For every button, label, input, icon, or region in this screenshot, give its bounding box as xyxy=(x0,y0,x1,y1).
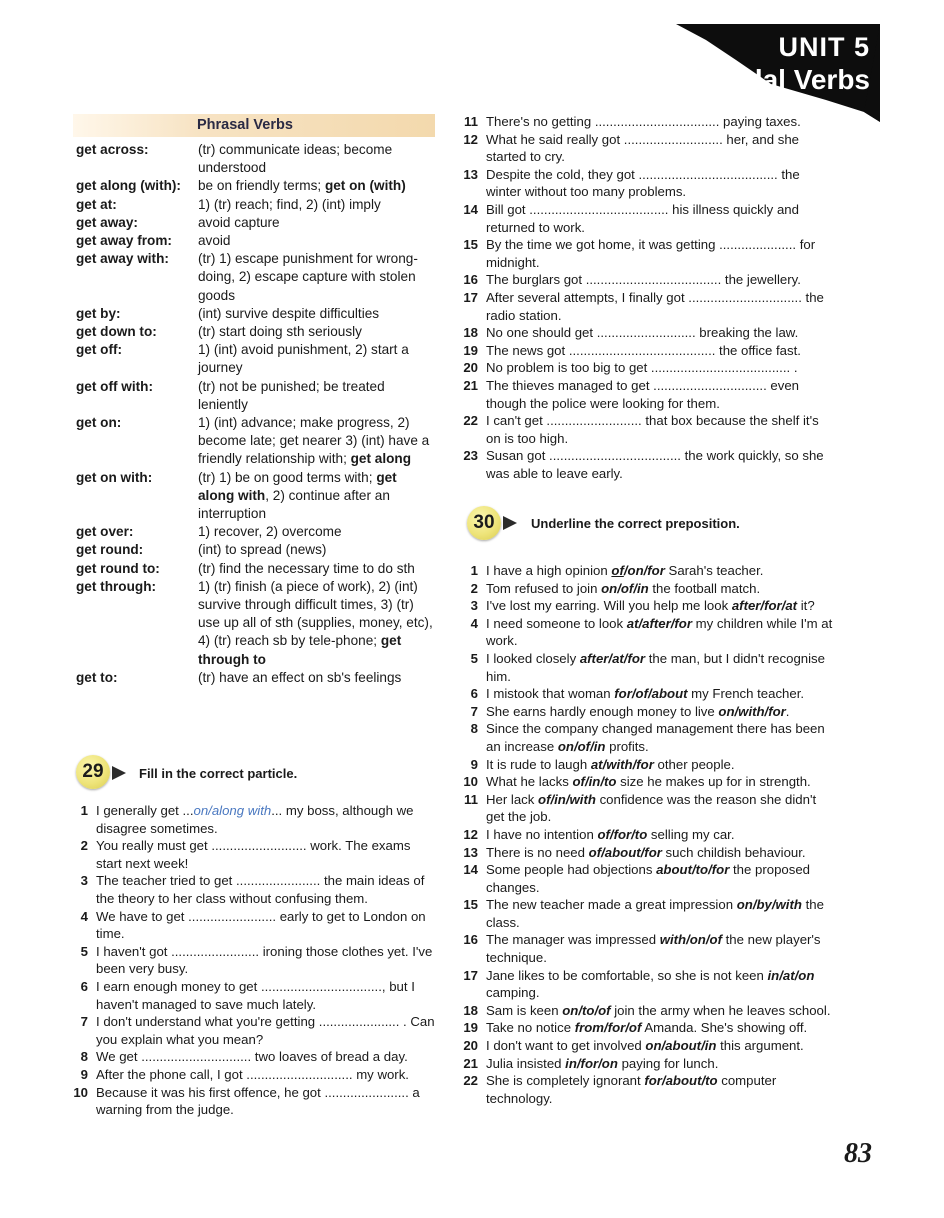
phrasal-verb-definition: 1) (int) advance; make progress, 2) become late; get nearer 3) (int) have a friendly relationship with; get along xyxy=(198,415,430,467)
item-number: 21 xyxy=(463,377,478,393)
exercise-item xyxy=(456,113,830,131)
exercise-item xyxy=(66,837,438,872)
preposition-options: at/with/for xyxy=(590,756,654,772)
page-number: 83 xyxy=(844,1138,872,1169)
preposition-options: of/in/to xyxy=(572,774,617,790)
phrasal-verb-term: get round: xyxy=(76,542,144,558)
phrasal-verb-entry xyxy=(76,560,436,578)
phrasal-verb-definition: (tr) find the necessary time to do sth xyxy=(198,560,415,576)
phrasal-verb-term: get round to: xyxy=(76,560,160,576)
item-number: 1 xyxy=(470,563,478,578)
phrasal-verb-definition: 1) (tr) finish (a piece of work), 2) (int) survive through difficult times, 3) (tr) use up all of sth (supplies, money, etc), 4) (tr) reach sb by tele-phone; get through to xyxy=(198,578,433,667)
preposition-options: after/for/at xyxy=(731,598,798,614)
item-text: The manager was impressed with/on/of the new player's technique. xyxy=(486,932,821,966)
phrasal-verb-synonym: get along with xyxy=(198,469,397,503)
phrasal-verb-term: get away: xyxy=(76,214,138,230)
exercise-item xyxy=(456,1019,836,1037)
phrasal-verb-definition: avoid xyxy=(198,233,231,249)
item-number: 6 xyxy=(470,686,478,702)
exercise-item xyxy=(456,236,830,271)
item-text: The new teacher made a great impression on/by/with the class. xyxy=(486,897,824,930)
preposition-options: on/of/in xyxy=(557,738,606,754)
item-number: 5 xyxy=(470,650,478,666)
preposition-options: of/about/for xyxy=(588,844,662,860)
exercise-item xyxy=(456,131,830,166)
phrasal-verb-entry xyxy=(76,232,436,250)
preposition-options: in/for/on xyxy=(565,1055,618,1071)
exercise-item xyxy=(456,1002,836,1020)
preposition-options: on/of/in xyxy=(601,580,649,596)
exercise-item xyxy=(456,289,830,324)
preposition-options: with/on/of xyxy=(659,932,722,948)
item-number: 2 xyxy=(470,580,478,596)
item-text: No one should get ........................... breaking the law. xyxy=(486,325,799,341)
unit-label: UNIT 5 xyxy=(778,32,870,62)
item-number: 16 xyxy=(463,932,478,948)
item-number: 13 xyxy=(463,166,478,182)
exercise-29-items-continued xyxy=(456,113,830,482)
item-text: I have a high opinion of/on/for Sarah's teacher. xyxy=(486,563,764,578)
phrasal-verb-term: get on with: xyxy=(76,469,153,485)
preposition-options: for/about/to xyxy=(644,1073,718,1089)
preposition-options: on/by/with xyxy=(736,897,802,913)
phrasal-verb-term: get at: xyxy=(76,196,117,212)
phrasal-verb-term: get by: xyxy=(76,305,121,321)
item-number: 3 xyxy=(470,598,478,614)
item-number: 8 xyxy=(80,1049,88,1065)
exercise-item xyxy=(456,1055,836,1073)
exercise-item xyxy=(456,342,830,360)
phrasal-verb-entry xyxy=(76,523,436,541)
phrasal-verb-definition: (int) survive despite difficulties xyxy=(198,305,380,321)
exercise-item xyxy=(456,377,830,412)
preposition-options: on/with/for xyxy=(718,703,786,719)
exercise-item xyxy=(456,844,836,862)
item-text: Sam is keen on/to/of join the army when he leaves school. xyxy=(486,1002,831,1018)
exercise-item xyxy=(456,615,836,650)
item-number: 20 xyxy=(463,360,478,376)
item-number: 19 xyxy=(463,342,478,358)
item-number: 18 xyxy=(463,1002,478,1018)
phrasal-verb-synonym: get on (with) xyxy=(324,178,406,194)
item-number: 3 xyxy=(80,873,88,889)
phrasal-verb-entry xyxy=(76,669,436,687)
exercise-item xyxy=(456,967,836,1002)
exercise-item xyxy=(456,412,830,447)
phrasal-verb-entry xyxy=(76,141,436,177)
phrasal-verb-entry xyxy=(76,250,436,305)
preposition-options: on/to/of xyxy=(562,1002,611,1018)
phrasal-verb-term: get to: xyxy=(76,669,118,685)
preposition-options: about/to/for xyxy=(656,862,730,878)
item-text: Her lack of/in/with confidence was the reason she didn't get the job. xyxy=(486,791,817,825)
item-number: 4 xyxy=(470,615,478,631)
preposition-options: on/about/in xyxy=(645,1038,717,1054)
phrasal-verb-entry xyxy=(76,414,436,469)
phrasal-verb-entry xyxy=(76,578,436,669)
exercise-29-arrow-icon xyxy=(112,766,126,780)
item-number: 18 xyxy=(463,325,478,341)
phrasal-verb-definition: 1) (int) avoid punishment, 2) start a journey xyxy=(198,342,409,376)
phrasal-verb-definition: (tr) have an effect on sb's feelings xyxy=(198,669,402,685)
phrasal-verb-entry xyxy=(76,341,436,377)
item-text: Take no notice from/for/of Amanda. She's showing off. xyxy=(486,1020,808,1036)
item-text: I need someone to look at/after/for my children while I'm at work. xyxy=(486,615,833,649)
exercise-item xyxy=(456,201,830,236)
item-text: Since the company changed management there has been an increase on/of/in profits. xyxy=(486,721,825,754)
exercise-item xyxy=(456,580,836,598)
item-number: 17 xyxy=(463,289,478,305)
item-number: 13 xyxy=(463,844,478,860)
item-text: There is no need of/about/for such childish behaviour. xyxy=(486,844,806,860)
item-text: Some people had objections about/to/for the proposed changes. xyxy=(486,862,810,895)
exercise-item xyxy=(456,562,836,580)
preposition-options: of/in/with xyxy=(538,791,596,807)
exercise-item xyxy=(66,1066,438,1084)
exercise-item xyxy=(66,908,438,943)
item-text: No problem is too big to get ...................................... . xyxy=(486,360,798,376)
phrasal-verb-entry xyxy=(76,469,436,524)
phrasal-verb-entry xyxy=(76,541,436,559)
item-number: 21 xyxy=(463,1055,478,1071)
item-text: What he lacks of/in/to size he makes up for in strength. xyxy=(486,774,811,790)
exercise-30-arrow-icon xyxy=(503,516,517,530)
item-text: She is completely ignorant for/about/to computer technology. xyxy=(486,1073,777,1106)
phrasal-verb-term: get off with: xyxy=(76,378,154,394)
item-number: 4 xyxy=(80,908,88,924)
item-number: 12 xyxy=(463,131,478,147)
exercise-item xyxy=(456,861,836,896)
exercise-item xyxy=(456,756,836,774)
unit-title: Modal Verbs xyxy=(705,64,870,95)
item-text: Julia insisted in/for/on paying for lunch. xyxy=(486,1055,719,1071)
preposition-options: at/after/for xyxy=(626,615,692,631)
exercise-29-instruction: Fill in the correct particle. xyxy=(139,766,298,781)
phrasal-verb-definition: 1) recover, 2) overcome xyxy=(198,524,342,540)
item-text: Because it was his first offence, he got ....................... a warning from the judge. xyxy=(96,1084,420,1118)
underlined-answer: of xyxy=(611,563,624,578)
exercise-item xyxy=(456,271,830,289)
preposition-options: of/on/for xyxy=(611,563,665,578)
item-text: I don't want to get involved on/about/in this argument. xyxy=(486,1038,804,1054)
phrasal-verb-entry xyxy=(76,214,436,232)
item-text: I've lost my earring. Will you help me look after/for/at it? xyxy=(486,598,815,614)
phrasal-verb-term: get along (with): xyxy=(76,178,181,194)
phrasal-verb-definition: (tr) 1) escape punishment for wrong-doing, 2) escape capture with stolen goods xyxy=(198,251,418,303)
phrasal-verb-synonym: get through to xyxy=(198,633,402,667)
item-text: Despite the cold, they got ...................................... the winter without too many problems. xyxy=(486,166,800,200)
preposition-options: for/of/about xyxy=(614,686,688,702)
item-text: Jane likes to be comfortable, so she is not keen in/at/on camping. xyxy=(486,967,815,1001)
item-number: 9 xyxy=(470,756,478,772)
exercise-item xyxy=(66,872,438,907)
exercise-item xyxy=(456,896,836,931)
exercise-item xyxy=(456,826,836,844)
phrasal-verb-entry xyxy=(76,177,436,195)
item-text: After the phone call, I got ............................. my work. xyxy=(96,1066,409,1082)
phrasal-verbs-list xyxy=(76,141,436,687)
exercise-item xyxy=(66,943,438,978)
item-text: Bill got ...................................... his illness quickly and returned to work. xyxy=(486,201,799,235)
item-text: The burglars got ..................................... the jewellery. xyxy=(486,272,801,288)
preposition-options: from/for/of xyxy=(574,1020,642,1036)
item-number: 2 xyxy=(80,838,88,854)
item-text: We get .............................. two loaves of bread a day. xyxy=(96,1049,408,1065)
item-number: 11 xyxy=(464,791,478,807)
exercise-item xyxy=(66,802,438,837)
item-number: 11 xyxy=(464,114,478,129)
preposition-options: of/for/to xyxy=(597,826,648,842)
phrasal-verb-definition: (tr) communicate ideas; become understood xyxy=(198,142,393,176)
item-text: I looked closely after/at/for the man, but I didn't recognise him. xyxy=(486,650,825,684)
phrasal-verb-term: get away from: xyxy=(76,233,172,249)
item-text: I haven't got ........................ ironing those clothes yet. I've been very busy. xyxy=(96,943,433,977)
phrasal-verb-entry xyxy=(76,323,436,341)
item-text: I don't understand what you're getting ...................... . Can you explain what you mean? xyxy=(96,1014,435,1047)
exercise-29-badge: 29 xyxy=(76,755,110,789)
item-text: You really must get .......................... work. The exams start next week! xyxy=(96,838,411,871)
item-text: The teacher tried to get ....................... the main ideas of the theory to her class without confusing them. xyxy=(96,873,425,906)
exercise-30-badge: 30 xyxy=(467,506,501,540)
exercise-item xyxy=(456,359,830,377)
item-text: We have to get ........................ early to get to London on time. xyxy=(96,908,426,942)
item-number: 16 xyxy=(463,272,478,288)
phrasal-verb-entry xyxy=(76,305,436,323)
item-text: After several attempts, I finally got ............................... the radio station. xyxy=(486,289,824,323)
exercise-item xyxy=(66,1048,438,1066)
item-number: 8 xyxy=(470,721,478,737)
exercise-item xyxy=(456,447,830,482)
item-number: 20 xyxy=(463,1038,478,1054)
phrasal-verb-term: get through: xyxy=(76,578,157,594)
preposition-options: after/at/for xyxy=(579,650,646,666)
item-text: The news got ........................................ the office fast. xyxy=(486,342,801,358)
phrasal-verb-definition: (tr) not be punished; be treated leniently xyxy=(198,378,385,412)
exercise-item xyxy=(66,978,438,1013)
item-text: I earn enough money to get ................................., but I haven't managed to save much lately. xyxy=(96,978,415,1012)
exercise-item xyxy=(456,597,836,615)
exercise-29-items xyxy=(66,802,438,1119)
exercise-item xyxy=(456,773,836,791)
phrasal-verb-synonym: get along xyxy=(350,451,412,467)
item-number: 14 xyxy=(463,201,478,217)
phrasal-verb-term: get away with: xyxy=(76,251,169,267)
item-text: I mistook that woman for/of/about my French teacher. xyxy=(486,686,805,702)
item-number: 7 xyxy=(80,1014,88,1030)
item-text: I have no intention of/for/to selling my car. xyxy=(486,826,735,842)
phrasal-verb-term: get off: xyxy=(76,342,123,358)
item-text: What he said really got ........................... her, and she started to cry. xyxy=(486,131,799,165)
phrasal-verb-term: get across: xyxy=(76,142,149,157)
exercise-item xyxy=(456,931,836,966)
item-text: There's no getting .................................. paying taxes. xyxy=(486,114,801,129)
item-number: 1 xyxy=(80,803,88,818)
item-number: 19 xyxy=(463,1020,478,1036)
item-number: 9 xyxy=(80,1066,88,1082)
phrasal-verbs-title: Phrasal Verbs xyxy=(197,117,293,133)
item-number: 7 xyxy=(470,703,478,719)
item-text: Tom refused to join on/of/in the football match. xyxy=(486,580,761,596)
phrasal-verb-definition: (tr) start doing sth seriously xyxy=(198,324,362,340)
exercise-item xyxy=(456,166,830,201)
phrasal-verb-definition: (int) to spread (news) xyxy=(198,542,327,558)
item-text: By the time we got home, it was getting ..................... for midnight. xyxy=(486,237,816,270)
item-number: 15 xyxy=(463,237,478,253)
item-number: 17 xyxy=(463,967,478,983)
phrasal-verb-definition: 1) (tr) reach; find, 2) (int) imply xyxy=(198,196,381,212)
exercise-item xyxy=(456,791,836,826)
item-text: The thieves managed to get ............................... even though the police were looking for them. xyxy=(486,377,799,411)
item-number: 22 xyxy=(463,413,478,429)
item-number: 23 xyxy=(463,448,478,464)
exercise-item xyxy=(456,650,836,685)
unit-banner xyxy=(676,0,944,122)
phrasal-verb-term: get down to: xyxy=(76,324,157,340)
phrasal-verb-definition: (tr) 1) be on good terms with; get along with, 2) continue after an interruption xyxy=(198,469,397,522)
item-number: 12 xyxy=(463,826,478,842)
item-number: 14 xyxy=(463,862,478,878)
exercise-item xyxy=(456,703,836,721)
item-number: 15 xyxy=(463,897,478,913)
exercise-item xyxy=(456,1072,836,1107)
phrasal-verb-definition: avoid capture xyxy=(198,214,280,230)
phrasal-verb-definition: be on friendly terms; get on (with) xyxy=(198,178,406,194)
item-number: 10 xyxy=(73,1084,88,1100)
item-text: I generally get ...on/along with... my boss, although we disagree sometimes. xyxy=(96,803,414,836)
exercise-30-items xyxy=(456,562,836,1107)
phrasal-verbs-header xyxy=(73,114,435,137)
item-text: Susan got .................................... the work quickly, so she was able to leave early. xyxy=(486,448,824,481)
exercise-item xyxy=(456,324,830,342)
handwritten-answer: on/along with xyxy=(193,803,272,818)
exercise-30-instruction: Underline the correct preposition. xyxy=(531,516,740,531)
item-number: 22 xyxy=(463,1073,478,1089)
phrasal-verb-entry xyxy=(76,378,436,414)
phrasal-verb-term: get over: xyxy=(76,524,134,540)
preposition-options: in/at/on xyxy=(767,967,815,983)
exercise-item xyxy=(66,1013,438,1048)
item-number: 10 xyxy=(463,774,478,790)
item-text: I can't get .......................... that box because the shelf it's on is too high. xyxy=(486,413,819,446)
exercise-item xyxy=(456,685,836,703)
item-number: 5 xyxy=(80,943,88,959)
exercise-item xyxy=(456,720,836,755)
item-text: She earns hardly enough money to live on/with/for. xyxy=(486,703,790,719)
phrasal-verb-entry xyxy=(76,196,436,214)
exercise-item xyxy=(66,1084,438,1119)
item-number: 6 xyxy=(80,978,88,994)
item-text: It is rude to laugh at/with/for other people. xyxy=(486,756,735,772)
phrasal-verb-term: get on: xyxy=(76,415,122,431)
exercise-item xyxy=(456,1037,836,1055)
